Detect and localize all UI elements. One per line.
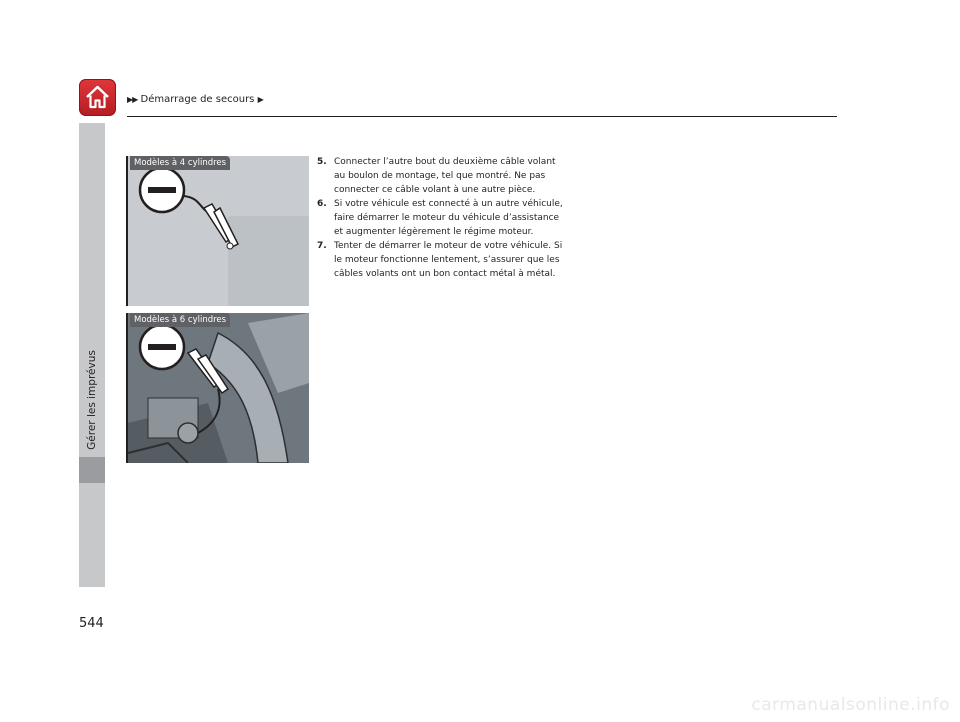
step-number: 7. <box>317 241 327 251</box>
home-button[interactable] <box>79 79 116 116</box>
page-number: 544 <box>79 616 104 631</box>
figure-label: Modèles à 4 cylindres <box>130 156 230 170</box>
step-text: Connecter l’autre bout du deuxième câble volant au boulon de montage, tel que montré. Ne pas connecter ce câble volant à une autre pièce. <box>334 157 556 195</box>
breadcrumb-arrow-icon: ▶ <box>257 95 263 104</box>
step-item <box>317 239 567 281</box>
figure-label: Modèles à 6 cylindres <box>130 313 230 327</box>
step-item <box>317 155 567 197</box>
instruction-steps <box>317 155 567 281</box>
figure-4-cylinder <box>126 156 309 306</box>
step-text: Si votre véhicule est connecté à un autre véhicule, faire démarrer le moteur du véhicule d’assistance et augmenter légèrement le régime moteur. <box>334 199 563 237</box>
figure-6-cylinder <box>126 313 309 463</box>
step-number: 5. <box>317 157 327 167</box>
step-text: Tenter de démarrer le moteur de votre véhicule. Si le moteur fonctionne lentement, s’assurer que les câbles volants ont un bon contact métal à métal. <box>334 241 563 279</box>
step-item <box>317 197 567 239</box>
sidebar-section-label[interactable]: Gérer les imprévus <box>86 350 98 450</box>
home-icon <box>84 84 111 111</box>
sidebar-tab-track <box>79 483 105 587</box>
breadcrumb[interactable] <box>127 94 263 105</box>
step-number: 6. <box>317 199 327 209</box>
engine-illustration <box>128 313 309 463</box>
breadcrumb-label: Démarrage de secours <box>140 94 255 105</box>
header-divider <box>127 116 837 117</box>
watermark: carmanualsonline.info <box>751 695 950 715</box>
engine-illustration <box>128 156 309 306</box>
breadcrumb-arrow-icon: ▶▶ <box>127 95 138 104</box>
